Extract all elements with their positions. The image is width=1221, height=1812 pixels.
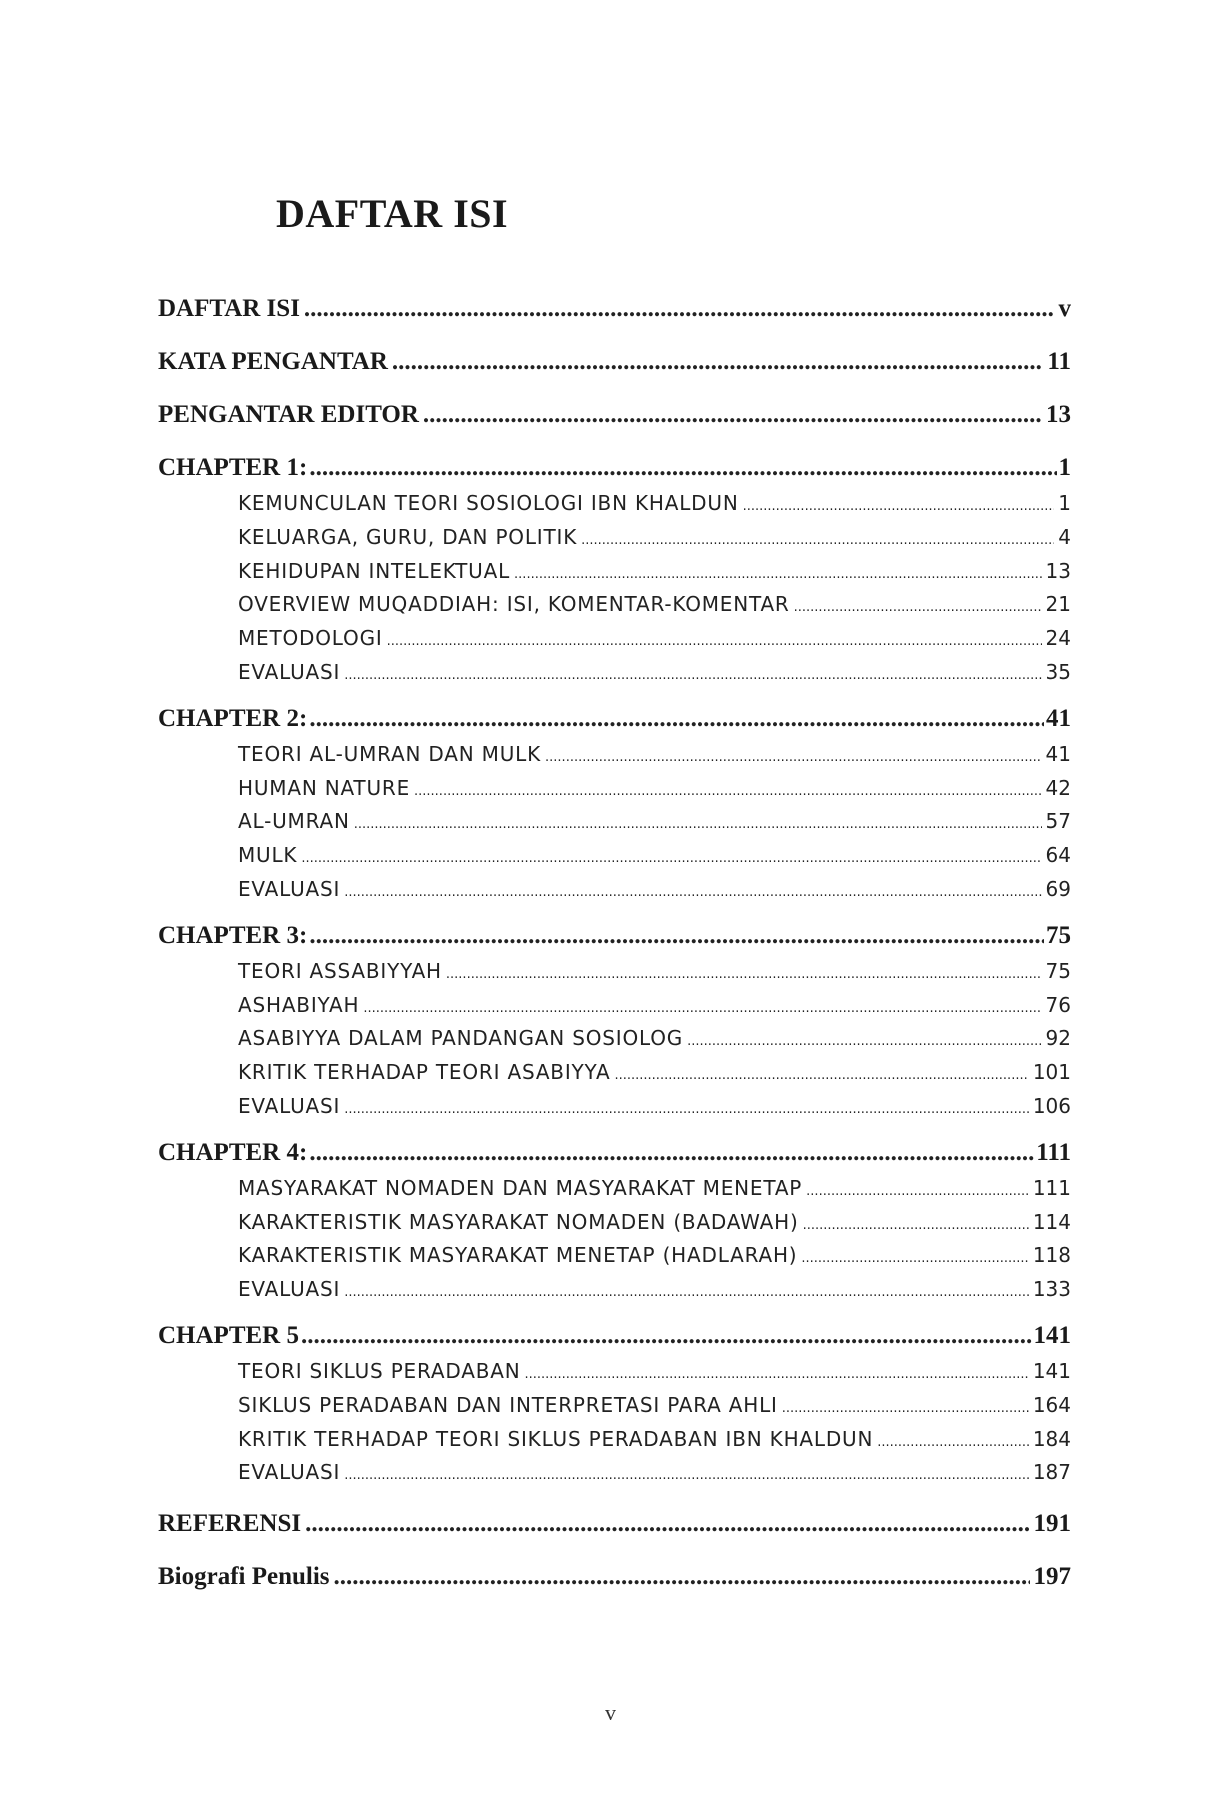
toc-subentry-page: 64	[1045, 843, 1071, 868]
toc-subentry	[158, 805, 1071, 839]
toc-subentry	[158, 1206, 1071, 1240]
toc-chapter-1	[158, 449, 1071, 487]
toc-subentry-page: 101	[1032, 1060, 1071, 1085]
toc-entry-label: Biografi Penulis	[158, 1563, 330, 1591]
toc-subentry	[158, 1389, 1071, 1423]
dot-leader	[309, 700, 1044, 738]
dot-leader	[363, 992, 1041, 1026]
toc-subentry-label: EVALUASI	[238, 659, 341, 684]
toc-chapter-page: 1	[1058, 454, 1071, 481]
toc-subentry-page: 35	[1045, 659, 1071, 684]
toc-subentry	[158, 839, 1071, 873]
toc-subentry	[158, 1355, 1071, 1389]
dot-leader	[309, 917, 1044, 955]
table-of-contents	[158, 282, 1071, 1603]
toc-subentry	[158, 622, 1071, 656]
toc-subentry-label: KRITIK TERHADAP TEORI ASABIYYA	[238, 1060, 611, 1085]
dot-leader	[877, 1426, 1029, 1460]
toc-entry-daftar-isi	[158, 282, 1071, 335]
toc-subentry-page: 187	[1032, 1460, 1071, 1485]
toc-chapter-page: 111	[1036, 1138, 1071, 1166]
dot-leader	[581, 524, 1054, 558]
toc-subentry-label: KARAKTERISTIK MASYARAKAT NOMADEN (BADAWAH)	[238, 1209, 799, 1234]
toc-entry-page: 13	[1046, 401, 1071, 428]
toc-subentry-page: 141	[1032, 1358, 1071, 1383]
toc-subentry-page: 75	[1045, 958, 1071, 983]
toc-subentry-page: 21	[1045, 592, 1071, 617]
toc-chapter-4	[158, 1134, 1071, 1172]
toc-subentry-label: OVERVIEW MUQADDIAH: ISI, KOMENTAR-KOMENTAR	[238, 592, 790, 617]
toc-entry-page: 191	[1033, 1510, 1071, 1538]
toc-chapter-label: CHAPTER 3:	[158, 921, 308, 949]
toc-subentry	[158, 1172, 1071, 1206]
dot-leader	[344, 659, 1041, 693]
dot-leader	[344, 1459, 1029, 1493]
dot-leader	[545, 741, 1042, 775]
toc-subentry-label: EVALUASI	[238, 1277, 341, 1302]
dot-leader	[801, 1242, 1028, 1276]
dot-leader	[344, 876, 1041, 910]
toc-subentry-label: EVALUASI	[238, 1460, 341, 1485]
dot-leader	[782, 1392, 1029, 1426]
toc-subentry-page: 24	[1045, 626, 1071, 651]
toc-subentry	[158, 1273, 1071, 1307]
toc-chapter-label: CHAPTER 1:	[158, 454, 308, 481]
toc-subentry-page: 133	[1032, 1277, 1071, 1302]
toc-chapter-label: CHAPTER 2:	[158, 704, 308, 732]
dot-leader	[387, 625, 1042, 659]
toc-entry-label: DAFTAR ISI	[158, 295, 300, 322]
toc-chapter-page: 75	[1046, 921, 1071, 949]
toc-chapter-label: CHAPTER 4:	[158, 1138, 308, 1166]
toc-subentry-page: 13	[1045, 558, 1071, 583]
toc-subentry-label: AL-UMRAN	[238, 809, 350, 834]
toc-subentry-page: 164	[1032, 1392, 1071, 1417]
toc-subentry	[158, 1423, 1071, 1457]
toc-subentry-label: TEORI ASSABIYYAH	[238, 958, 442, 983]
dot-leader	[344, 1276, 1029, 1310]
toc-subentry-page: 42	[1045, 775, 1071, 800]
toc-subentry-page: 76	[1045, 992, 1071, 1017]
dot-leader	[794, 591, 1042, 625]
toc-subentry-label: KARAKTERISTIK MASYARAKAT MENETAP (HADLARAH)	[238, 1243, 798, 1268]
dot-leader	[423, 388, 1042, 441]
toc-chapter-3	[158, 917, 1071, 955]
dot-leader	[687, 1025, 1041, 1059]
toc-entry-page: 11	[1047, 348, 1071, 375]
toc-subentry	[158, 588, 1071, 622]
toc-subentry-page: 41	[1045, 741, 1071, 766]
toc-subentry	[158, 1022, 1071, 1056]
page-number: v	[605, 1700, 616, 1725]
toc-subentry-page: 106	[1032, 1093, 1071, 1118]
toc-subentry-page: 69	[1045, 876, 1071, 901]
dot-leader	[414, 775, 1042, 809]
dot-leader	[334, 1550, 1030, 1603]
toc-subentry	[158, 738, 1071, 772]
toc-subentry	[158, 772, 1071, 806]
toc-subentry-page: 111	[1032, 1175, 1071, 1200]
toc-subentry-page: 118	[1032, 1243, 1071, 1268]
toc-subentry-label: ASHABIYAH	[238, 992, 360, 1017]
toc-entry-page: v	[1058, 295, 1071, 322]
toc-entry-kata-pengantar	[158, 335, 1071, 388]
toc-subentry-page: 1	[1058, 491, 1071, 515]
toc-subentry	[158, 1239, 1071, 1273]
toc-subentry-label: SIKLUS PERADABAN DAN INTERPRETASI PARA AHLI	[238, 1392, 778, 1417]
toc-chapter-page: 141	[1033, 1321, 1071, 1349]
dot-leader	[305, 1497, 1029, 1550]
page-title: DAFTAR ISI	[276, 191, 509, 236]
toc-subentry-page: 184	[1032, 1426, 1071, 1451]
dot-leader	[743, 490, 1055, 524]
toc-subentry-label: KRITIK TERHADAP TEORI SIKLUS PERADABAN IBN KHALDUN	[238, 1426, 874, 1451]
dot-leader	[524, 1358, 1028, 1392]
dot-leader	[309, 1134, 1034, 1172]
dot-leader	[514, 558, 1042, 592]
toc-subentry-label: KEMUNCULAN TEORI SOSIOLOGI IBN KHALDUN	[238, 491, 739, 515]
dot-leader	[803, 1209, 1029, 1243]
toc-subentry	[158, 955, 1071, 989]
toc-subentry-label: MULK	[238, 843, 298, 868]
toc-subentry	[158, 873, 1071, 907]
toc-chapter-page: 41	[1046, 704, 1071, 732]
toc-subentry-page: 92	[1045, 1026, 1071, 1051]
toc-entry-label: REFERENSI	[158, 1510, 302, 1538]
toc-subentry-label: ASABIYYA DALAM PANDANGAN SOSIOLOG	[238, 1026, 684, 1051]
toc-subentry-page: 4	[1058, 524, 1071, 549]
toc-subentry-page: 57	[1045, 809, 1071, 834]
toc-subentry	[158, 555, 1071, 589]
dot-leader	[806, 1175, 1029, 1209]
toc-entry-page: 197	[1033, 1563, 1071, 1591]
toc-subentry-label: KELUARGA, GURU, DAN POLITIK	[238, 524, 578, 549]
dot-leader	[354, 808, 1042, 842]
toc-subentry	[158, 656, 1071, 690]
toc-subentry	[158, 1056, 1071, 1090]
dot-leader	[446, 958, 1042, 992]
toc-entry-biografi-penulis	[158, 1550, 1071, 1603]
toc-subentry	[158, 487, 1071, 521]
toc-subentry-label: TEORI SIKLUS PERADABAN	[238, 1358, 521, 1383]
toc-subentry-label: MASYARAKAT NOMADEN DAN MASYARAKAT MENETAP	[238, 1175, 803, 1200]
toc-subentry-label: HUMAN NATURE	[238, 775, 411, 800]
dot-leader	[301, 1317, 1032, 1355]
toc-entry-referensi	[158, 1497, 1071, 1550]
toc-subentry-page: 114	[1032, 1209, 1071, 1234]
dot-leader	[309, 449, 1056, 487]
toc-subentry	[158, 521, 1071, 555]
toc-subentry	[158, 989, 1071, 1023]
dot-leader	[392, 335, 1044, 388]
toc-subentry-label: TEORI AL-UMRAN DAN MULK	[238, 741, 542, 766]
dot-leader	[304, 282, 1055, 335]
toc-subentry-label: METODOLOGI	[238, 626, 383, 651]
toc-subentry-label: EVALUASI	[238, 1093, 341, 1118]
toc-chapter-label: CHAPTER 5	[158, 1321, 299, 1349]
dot-leader	[344, 1093, 1029, 1127]
toc-subentry	[158, 1090, 1071, 1124]
toc-chapter-5	[158, 1317, 1071, 1355]
dot-leader	[614, 1059, 1028, 1093]
toc-subentry-label: EVALUASI	[238, 876, 341, 901]
toc-subentry	[158, 1456, 1071, 1490]
dot-leader	[301, 842, 1041, 876]
toc-chapter-2	[158, 700, 1071, 738]
toc-entry-label: PENGANTAR EDITOR	[158, 401, 419, 428]
toc-subentry-label: KEHIDUPAN INTELEKTUAL	[238, 558, 511, 583]
toc-entry-label: KATA PENGANTAR	[158, 348, 388, 375]
toc-entry-pengantar-editor	[158, 388, 1071, 441]
